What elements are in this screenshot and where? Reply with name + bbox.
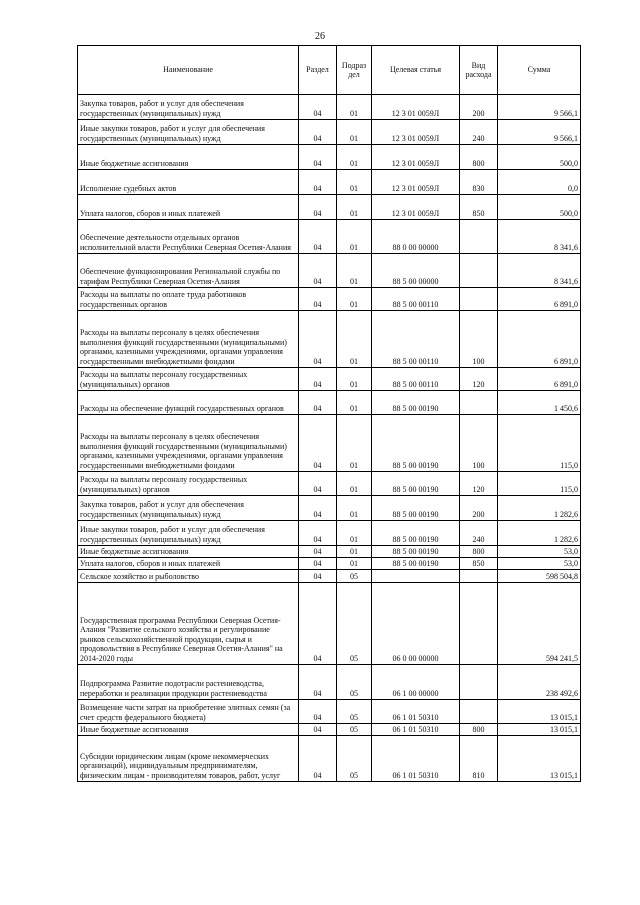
row-name: Закупка товаров, работ и услуг для обеспечения государственных (муниципальных) нужд bbox=[78, 496, 299, 521]
row-amount: 13 015,1 bbox=[498, 736, 581, 782]
row-target-article: 06 0 00 00000 bbox=[372, 583, 460, 665]
row-name: Исполнение судебных актов bbox=[78, 170, 299, 195]
row-expense-type: 100 bbox=[460, 311, 498, 368]
row-section: 04 bbox=[299, 415, 337, 472]
row-subsection: 05 bbox=[337, 724, 372, 736]
row-target-article: 88 5 00 00190 bbox=[372, 391, 460, 415]
table-row bbox=[78, 288, 581, 311]
row-section: 04 bbox=[299, 391, 337, 415]
row-section: 04 bbox=[299, 724, 337, 736]
row-subsection: 01 bbox=[337, 368, 372, 391]
row-section: 04 bbox=[299, 254, 337, 288]
row-expense-type bbox=[460, 391, 498, 415]
row-amount: 53,0 bbox=[498, 558, 581, 570]
row-name: Расходы на выплаты персоналу государственных (муниципальных) органов bbox=[78, 368, 299, 391]
row-target-article bbox=[372, 570, 460, 583]
row-section: 04 bbox=[299, 145, 337, 170]
row-section: 04 bbox=[299, 558, 337, 570]
row-amount: 1 282,6 bbox=[498, 521, 581, 546]
header-subsection: Подраз дел bbox=[337, 46, 372, 95]
row-name: Иные бюджетные ассигнования bbox=[78, 724, 299, 736]
row-name: Субсидии юридическим лицам (кроме некоммерческих организаций), индивидуальным предпринимателям, физическим лицам - производителям товаров, работ, услуг bbox=[78, 736, 299, 782]
row-amount: 6 891,0 bbox=[498, 311, 581, 368]
row-target-article: 88 5 00 00110 bbox=[372, 311, 460, 368]
row-section: 04 bbox=[299, 546, 337, 558]
row-name: Расходы на выплаты персоналу государственных (муниципальных) органов bbox=[78, 472, 299, 496]
row-target-article: 88 5 00 00110 bbox=[372, 288, 460, 311]
row-amount: 500,0 bbox=[498, 145, 581, 170]
row-subsection: 01 bbox=[337, 254, 372, 288]
row-expense-type: 830 bbox=[460, 170, 498, 195]
row-amount: 115,0 bbox=[498, 472, 581, 496]
row-amount: 0,0 bbox=[498, 170, 581, 195]
table-row bbox=[78, 570, 581, 583]
row-section: 04 bbox=[299, 496, 337, 521]
row-amount: 13 015,1 bbox=[498, 724, 581, 736]
table-row bbox=[78, 195, 581, 220]
row-subsection: 05 bbox=[337, 700, 372, 724]
row-amount: 53,0 bbox=[498, 546, 581, 558]
table-row bbox=[78, 145, 581, 170]
row-expense-type bbox=[460, 220, 498, 254]
row-amount: 238 492,6 bbox=[498, 665, 581, 700]
row-expense-type bbox=[460, 700, 498, 724]
row-name: Уплата налогов, сборов и иных платежей bbox=[78, 558, 299, 570]
row-subsection: 05 bbox=[337, 665, 372, 700]
row-section: 04 bbox=[299, 736, 337, 782]
row-section: 04 bbox=[299, 220, 337, 254]
row-target-article: 88 5 00 00190 bbox=[372, 496, 460, 521]
row-expense-type bbox=[460, 254, 498, 288]
row-target-article: 88 5 00 00190 bbox=[372, 472, 460, 496]
row-name: Расходы на выплаты персоналу в целях обеспечения выполнения функций государственными (муниципальными) органами, казенными учреждениями, органами управления государственными внебюджетными фондами bbox=[78, 311, 299, 368]
table-row bbox=[78, 724, 581, 736]
row-name: Закупка товаров, работ и услуг для обеспечения государственных (муниципальных) нужд bbox=[78, 95, 299, 120]
row-subsection: 01 bbox=[337, 546, 372, 558]
row-name: Сельское хозяйство и рыболовство bbox=[78, 570, 299, 583]
table-header-row bbox=[78, 46, 581, 95]
table-row bbox=[78, 391, 581, 415]
row-expense-type: 100 bbox=[460, 415, 498, 472]
row-target-article: 12 3 01 0059Л bbox=[372, 195, 460, 220]
row-expense-type: 800 bbox=[460, 546, 498, 558]
table-row bbox=[78, 220, 581, 254]
table-row bbox=[78, 496, 581, 521]
table-row bbox=[78, 95, 581, 120]
row-subsection: 01 bbox=[337, 496, 372, 521]
table-row bbox=[78, 546, 581, 558]
row-target-article: 12 3 01 0059Л bbox=[372, 145, 460, 170]
row-name: Подпрограмма Развитие подотрасли растениеводства, переработки и реализации продукции растениеводства bbox=[78, 665, 299, 700]
row-subsection: 01 bbox=[337, 195, 372, 220]
row-target-article: 06 1 01 50310 bbox=[372, 724, 460, 736]
row-target-article: 88 5 00 00110 bbox=[372, 368, 460, 391]
row-subsection: 01 bbox=[337, 311, 372, 368]
row-section: 04 bbox=[299, 170, 337, 195]
row-name: Обеспечение деятельности отдельных органов исполнительной власти Республики Северная Осетия-Алания bbox=[78, 220, 299, 254]
row-target-article: 06 1 01 50310 bbox=[372, 736, 460, 782]
row-section: 04 bbox=[299, 311, 337, 368]
row-amount: 9 566,1 bbox=[498, 120, 581, 145]
row-expense-type: 240 bbox=[460, 120, 498, 145]
row-amount: 8 341,6 bbox=[498, 254, 581, 288]
row-subsection: 01 bbox=[337, 95, 372, 120]
row-section: 04 bbox=[299, 583, 337, 665]
table-row bbox=[78, 472, 581, 496]
row-subsection: 05 bbox=[337, 583, 372, 665]
row-section: 04 bbox=[299, 521, 337, 546]
table-row bbox=[78, 415, 581, 472]
header-name: Наименование bbox=[78, 46, 299, 95]
page-number: 26 bbox=[315, 31, 325, 42]
row-expense-type bbox=[460, 570, 498, 583]
row-subsection: 01 bbox=[337, 391, 372, 415]
row-subsection: 05 bbox=[337, 570, 372, 583]
row-subsection: 01 bbox=[337, 558, 372, 570]
row-target-article: 88 5 00 00190 bbox=[372, 558, 460, 570]
row-section: 04 bbox=[299, 570, 337, 583]
row-subsection: 01 bbox=[337, 415, 372, 472]
row-section: 04 bbox=[299, 665, 337, 700]
row-section: 04 bbox=[299, 95, 337, 120]
row-target-article: 12 3 01 0059Л bbox=[372, 120, 460, 145]
row-expense-type: 200 bbox=[460, 95, 498, 120]
row-expense-type: 850 bbox=[460, 195, 498, 220]
row-expense-type bbox=[460, 665, 498, 700]
table-row bbox=[78, 736, 581, 782]
row-expense-type: 120 bbox=[460, 472, 498, 496]
row-expense-type: 800 bbox=[460, 724, 498, 736]
row-name: Государственная программа Республики Северная Осетия-Алания "Развитие сельского хозяйства и регулирование рынков сельскохозяйственной продукции, сырья и продовольствия в Республике Северная Осетия-Алания" на 2014-2020 годы bbox=[78, 583, 299, 665]
header-expense-type: Вид расхода bbox=[460, 46, 498, 95]
row-target-article: 88 5 00 00190 bbox=[372, 521, 460, 546]
row-name: Возмещение части затрат на приобретение элитных семян (за счет средств федерального бюджета) bbox=[78, 700, 299, 724]
row-amount: 598 504,8 bbox=[498, 570, 581, 583]
row-section: 04 bbox=[299, 288, 337, 311]
row-amount: 6 891,0 bbox=[498, 288, 581, 311]
table-row bbox=[78, 700, 581, 724]
row-name: Расходы на обеспечение функций государственных органов bbox=[78, 391, 299, 415]
row-section: 04 bbox=[299, 368, 337, 391]
row-name: Иные закупки товаров, работ и услуг для обеспечения государственных (муниципальных) нужд bbox=[78, 120, 299, 145]
row-expense-type: 850 bbox=[460, 558, 498, 570]
row-expense-type: 240 bbox=[460, 521, 498, 546]
table-row bbox=[78, 583, 581, 665]
row-subsection: 01 bbox=[337, 220, 372, 254]
row-name: Иные закупки товаров, работ и услуг для обеспечения государственных (муниципальных) нужд bbox=[78, 521, 299, 546]
row-target-article: 88 5 00 00190 bbox=[372, 415, 460, 472]
row-name: Иные бюджетные ассигнования bbox=[78, 145, 299, 170]
row-section: 04 bbox=[299, 195, 337, 220]
row-target-article: 12 3 01 0059Л bbox=[372, 95, 460, 120]
row-amount: 1 282,6 bbox=[498, 496, 581, 521]
row-subsection: 05 bbox=[337, 736, 372, 782]
row-subsection: 01 bbox=[337, 145, 372, 170]
table-row bbox=[78, 170, 581, 195]
row-amount: 500,0 bbox=[498, 195, 581, 220]
row-expense-type: 200 bbox=[460, 496, 498, 521]
table-row bbox=[78, 558, 581, 570]
row-amount: 594 241,5 bbox=[498, 583, 581, 665]
table-row bbox=[78, 368, 581, 391]
table-row bbox=[78, 311, 581, 368]
row-expense-type bbox=[460, 288, 498, 311]
row-subsection: 01 bbox=[337, 120, 372, 145]
row-amount: 6 891,0 bbox=[498, 368, 581, 391]
table-row bbox=[78, 521, 581, 546]
header-amount: Сумма bbox=[498, 46, 581, 95]
header-target-article: Целевая статья bbox=[372, 46, 460, 95]
row-expense-type: 810 bbox=[460, 736, 498, 782]
row-name: Обеспечение функционирования Региональной службы по тарифам Республики Северная Осетия-Алания bbox=[78, 254, 299, 288]
row-target-article: 06 1 00 00000 bbox=[372, 665, 460, 700]
row-target-article: 88 5 00 00000 bbox=[372, 254, 460, 288]
row-amount: 8 341,6 bbox=[498, 220, 581, 254]
row-name: Расходы на выплаты персоналу в целях обеспечения выполнения функций государственными (муниципальными) органами, казенными учреждениями, органами управления государственными внебюджетными фондами bbox=[78, 415, 299, 472]
row-section: 04 bbox=[299, 472, 337, 496]
row-target-article: 06 1 01 50310 bbox=[372, 700, 460, 724]
row-subsection: 01 bbox=[337, 170, 372, 195]
row-target-article: 88 0 00 00000 bbox=[372, 220, 460, 254]
row-subsection: 01 bbox=[337, 472, 372, 496]
row-amount: 115,0 bbox=[498, 415, 581, 472]
row-expense-type: 800 bbox=[460, 145, 498, 170]
row-subsection: 01 bbox=[337, 288, 372, 311]
table-row bbox=[78, 665, 581, 700]
row-target-article: 12 3 01 0059Л bbox=[372, 170, 460, 195]
row-amount: 1 450,6 bbox=[498, 391, 581, 415]
row-subsection: 01 bbox=[337, 521, 372, 546]
row-section: 04 bbox=[299, 120, 337, 145]
row-target-article: 88 5 00 00190 bbox=[372, 546, 460, 558]
budget-table bbox=[77, 45, 581, 782]
table-row bbox=[78, 254, 581, 288]
header-section: Раздел bbox=[299, 46, 337, 95]
row-name: Уплата налогов, сборов и иных платежей bbox=[78, 195, 299, 220]
row-amount: 9 566,1 bbox=[498, 95, 581, 120]
row-name: Иные бюджетные ассигнования bbox=[78, 546, 299, 558]
row-name: Расходы на выплаты по оплате труда работников государственных органов bbox=[78, 288, 299, 311]
table-row bbox=[78, 120, 581, 145]
row-amount: 13 015,1 bbox=[498, 700, 581, 724]
row-expense-type: 120 bbox=[460, 368, 498, 391]
row-section: 04 bbox=[299, 700, 337, 724]
row-expense-type bbox=[460, 583, 498, 665]
